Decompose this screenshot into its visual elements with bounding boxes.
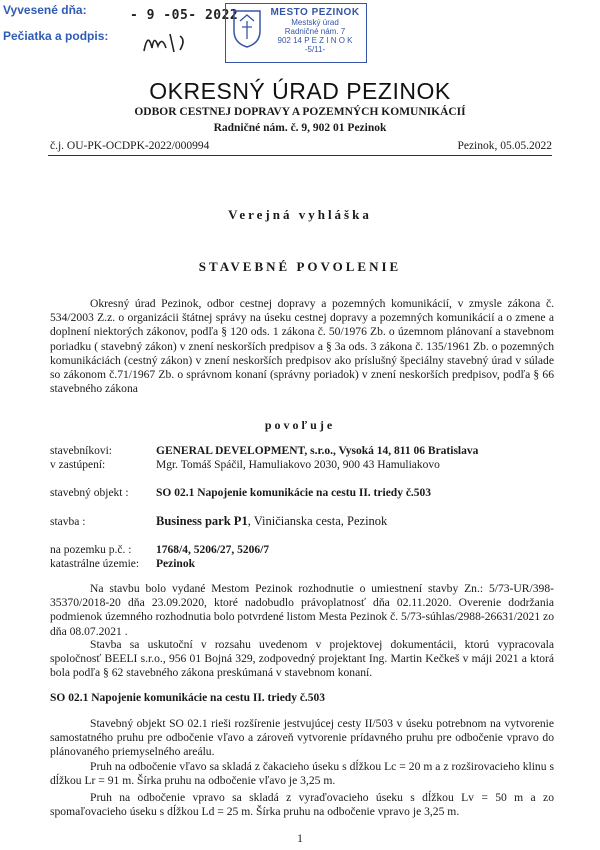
parcel-label: na pozemku p.č. : (50, 544, 132, 556)
builder-label: stavebníkovi: (50, 445, 112, 457)
seal-line2: Mestský úrad (291, 18, 339, 27)
department: ODBOR CESTNEJ DOPRAVY A POZEMNÝCH KOMUNIKÁCIÍ (134, 106, 466, 118)
seal-line3: Radničné nám. 7 (284, 27, 346, 36)
building-location: , Viničianska cesta, Pezinok (247, 514, 388, 528)
header-divider (48, 155, 552, 156)
realization-block (50, 638, 554, 681)
decision-block (50, 582, 554, 639)
permit-title: STAVEBNÉ POVOLENIE (198, 259, 402, 274)
seal-title: MESTO PEZINOK (270, 7, 360, 18)
posted-label: Vyvesené dňa: (3, 3, 87, 17)
posted-date: - 9 -05- 2022 (130, 8, 239, 23)
building-name: Business park P1 (156, 514, 248, 528)
city-seal (225, 3, 367, 63)
office-title: OKRESNÝ ÚRAD PEZINOK (149, 78, 451, 104)
notice-title: Verejná vyhláška (228, 207, 372, 222)
decision-paragraph: Na stavbu bolo vydané Mestom Pezinok rozhodnutie o umiestnení stavby Zn.: 5/73-UR/398-35370/2018-20 dňa 23.09.2020, ktoré nadobudlo právoplatnosť dňa 02.11.2020. Overenie dodržania podmienok územného rozhodnutia bolo potvrdené listom Mesta Pezinok č. 5/73-súhlas/2988-26631/2021 zo dňa 08.07.2021 . (50, 582, 554, 638)
object-label: stavebný objekt : (50, 487, 129, 499)
cadastre-label: katastrálne územie: (50, 558, 140, 570)
seal-line4: 902 14 P E Z I N O K (277, 36, 353, 45)
so-desc-block (50, 717, 554, 760)
rep-label: v zastúpení: (50, 459, 106, 471)
right-lane-paragraph: Pruh na odbočenie vpravo sa skladá z vyraďovacieho úseku s dĺžkou Lv = 50 m a zo spomaľovacieho úseku s dĺžkou Ld = 25 m. Šírka pruhu na odbočenie vpravo je 3,25 m. (50, 791, 554, 819)
office-address: Radničné nám. č. 9, 902 01 Pezinok (213, 122, 387, 134)
left-lane-block (50, 760, 554, 788)
handwritten-signature (140, 26, 200, 56)
building-label: stavba : (50, 516, 86, 528)
seal-line5: -5/11- (304, 45, 326, 54)
building-value (156, 514, 387, 529)
intro-block (50, 297, 554, 396)
rep-value: Mgr. Tomáš Spáčil, Hamuliakovo 2030, 900 43 Hamuliakovo (156, 459, 440, 471)
intro-paragraph: Okresný úrad Pezinok, odbor cestnej dopravy a pozemných komunikácií, v zmysle zákona č. 534/2003 Z.z. o organizácii štátnej správy na úseku cestnej dopravy a pozemných komunikácií a o zmene a doplnení niektorých zákonov, podľa § 120 ods. 1 zákona č. 50/1976 Zb. o územnom plánovaní a stavebnom poriadku ( stavebný zákon) v znení neskorších predpisov a § 3a ods. 3 zákona č. 135/1961 Zb. o pozemných komunikáciách (cestný zákon) v znení neskorších predpisov ako príslušný špeciálny stavebný úrad v súlade so zákonom č.71/1967 Zb. o správnom konaní (správny poriadok) v znení neskorších predpisov, podľa § 66 stavebného zákona (50, 297, 554, 396)
signature-icon (140, 26, 200, 56)
so-heading: SO 02.1 Napojenie komunikácie na cestu II. triedy č.503 (50, 692, 326, 704)
reference-number: č.j. OU-PK-OCDPK-2022/000994 (50, 140, 210, 152)
permits-verb: povoľuje (264, 418, 336, 432)
realization-paragraph: Stavba sa uskutoční v rozsahu uvedenom v projektovej dokumentácii, ktorú vypracovala spoločnosť BEELI s.r.o., 956 01 Bojná 329, zodpovedný projektant Ing. Martin Kečkeš v máji 2021 a ktorá bola podľa § 62 stavebného zákona preskúmaná v stavebnom konaní. (50, 638, 554, 680)
object-value: SO 02.1 Napojenie komunikácie na cestu II. triedy č.503 (156, 487, 432, 499)
page-number: 1 (297, 833, 303, 845)
coat-of-arms-icon (232, 9, 262, 54)
builder-value: GENERAL DEVELOPMENT, s.r.o., Vysoká 14, 811 06 Bratislava (156, 445, 479, 457)
right-lane-block (50, 791, 554, 819)
cadastre-value: Pezinok (156, 558, 195, 570)
parcel-value: 1768/4, 5206/27, 5206/7 (156, 544, 270, 556)
so-description: Stavebný objekt SO 02.1 rieši rozšírenie jestvujúcej cesty II/503 v úseku potrebnom na vytvorenie samostatného pruhu pre odbočenie vľavo a zároveň vytvorenie prídavného pruhu pre odbočenie vpravo do plánovaného priemyselného areálu. (50, 717, 554, 759)
place-date: Pezinok, 05.05.2022 (457, 140, 552, 152)
stamp-signature-label: Pečiatka a podpis: (3, 29, 109, 43)
left-lane-paragraph: Pruh na odbočenie vľavo sa skladá z čakacieho úseku s dĺžkou Lc = 20 m a z rozširovacieho klinu s dĺžkou Lr = 91 m. Šírka pruhu na odbočenie vľavo je 3,25 m. (50, 760, 554, 788)
